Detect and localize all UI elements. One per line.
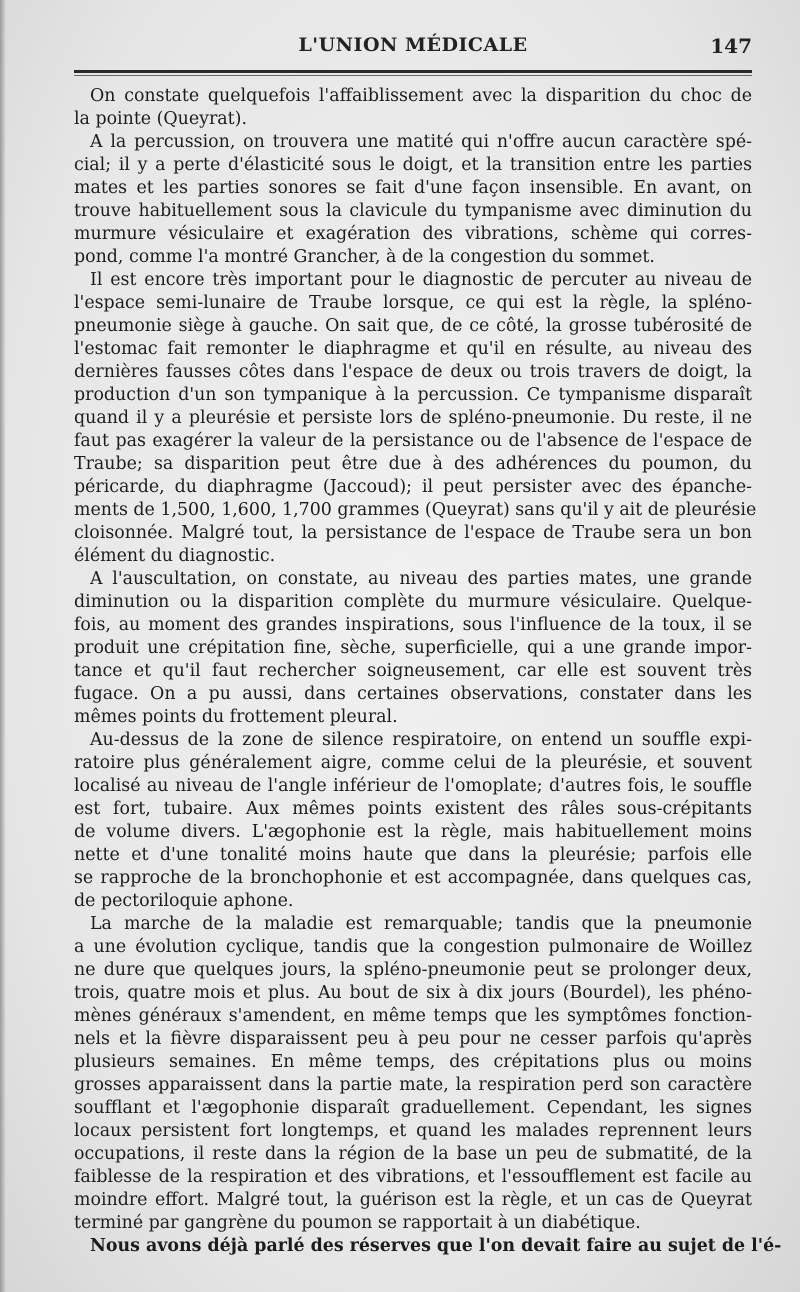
text-line: a une évolution cyclique, tandis que la congestion pulmonaire de Woillez	[74, 937, 752, 957]
text-line: A l'auscultation, on constate, au niveau des parties mates, une grande	[90, 569, 752, 589]
text-line: soufflant et l'ægophonie disparaît graduellement. Cependant, les signes	[74, 1098, 752, 1118]
text-line: diminution ou la disparition complète du murmure vésiculaire. Quelque-	[74, 592, 752, 612]
page-number: 147	[710, 34, 752, 58]
header-rule	[74, 70, 752, 73]
text-line: pond, comme l'a montré Grancher, à de la congestion du sommet.	[74, 247, 655, 267]
text-line: Nous avons déjà parlé des réserves que l'on devait faire au sujet de l'é-	[90, 1236, 782, 1256]
text-line: faiblesse de la respiration et des vibrations, et l'essoufflement est facile au	[74, 1167, 752, 1187]
text-line: la pointe (Queyrat).	[74, 109, 247, 129]
text-line: Au-dessus de la zone de silence respiratoire, on entend un souffle expi-	[90, 730, 752, 750]
text-line: Il est encore très important pour le diagnostic de percuter au niveau de	[90, 270, 752, 290]
text-line: A la percussion, on trouvera une matité qui n'offre aucun caractère spé-	[90, 132, 752, 152]
text-line: dernières fausses côtes dans l'espace de deux ou trois travers de doigt, la	[74, 362, 752, 382]
text-line: tance et qu'il faut rechercher soigneusement, car elle est souvent très	[74, 661, 752, 681]
text-line: moindre effort. Malgré tout, la guérison est la règle, et un cas de Queyrat	[74, 1190, 752, 1210]
text-line: quand il y a pleurésie et persiste lors de spléno-pneumonie. Du reste, il ne	[74, 408, 752, 428]
text-line: se rapproche de la bronchophonie et est accompagnée, dans quelques cas,	[74, 868, 752, 888]
text-line: élément du diagnostic.	[74, 546, 276, 566]
text-line: terminé par gangrène du poumon se rapportait à un diabétique.	[74, 1213, 641, 1233]
text-line: nette et d'une tonalité moins haute que dans la pleurésie; parfois elle	[74, 845, 752, 865]
text-line: l'espace semi-lunaire de Traube lorsque, ce qui est la règle, la spléno-	[74, 293, 752, 313]
text-line: trouve habituellement sous la clavicule du tympanisme avec diminution du	[74, 201, 752, 221]
text-line: cloisonnée. Malgré tout, la persistance de l'espace de Traube sera un bon	[74, 523, 752, 543]
text-line: production d'un son tympanique à la percussion. Ce tympanisme disparaît	[74, 385, 752, 405]
text-line: pneumonie siège à gauche. On sait que, de ce côté, la grosse tubérosité de	[74, 316, 752, 336]
text-line: On constate quelquefois l'affaiblissement avec la disparition du choc de	[90, 86, 752, 106]
text-line: fugace. On a pu aussi, dans certaines observations, constater dans les	[74, 684, 752, 704]
running-header	[74, 34, 752, 64]
text-line: l'estomac fait remonter le diaphragme et qu'il en résulte, au niveau des	[74, 339, 752, 359]
text-line: nels et la fièvre disparaissent peu à peu pour ne cesser parfois qu'après	[74, 1029, 752, 1049]
text-line: mêmes points du frottement pleural.	[74, 707, 398, 727]
text-line: de volume divers. L'ægophonie est la règle, mais habituellement moins	[74, 822, 752, 842]
text-line: ments de 1,500, 1,600, 1,700 grammes (Queyrat) sans qu'il y ait de pleurésie	[74, 500, 757, 520]
text-line: est fort, tubaire. Aux mêmes points existent des râles sous-crépitants	[74, 799, 752, 819]
text-line: trois, quatre mois et plus. Au bout de six à dix jours (Bourdel), les phéno-	[74, 983, 752, 1003]
text-line: cial; il y a perte d'élasticité sous le doigt, et la transition entre les parties	[74, 155, 752, 175]
text-line: faut pas exagérer la valeur de la persistance ou de l'absence de l'espace de	[74, 431, 752, 451]
text-line: occupations, il reste dans la région de la base un peu de submatité, de la	[74, 1144, 752, 1164]
page-gutter-shadow	[0, 0, 6, 1292]
text-line: mènes généraux s'amendent, en même temps que les symptômes fonction-	[74, 1006, 752, 1026]
text-line: péricarde, du diaphragme (Jaccoud); il peut persister avec des épanche-	[74, 477, 752, 497]
text-line: de pectoriloquie aphone.	[74, 891, 294, 911]
text-line: fois, au moment des grandes inspirations, sous l'influence de la toux, il se	[74, 615, 752, 635]
text-line: produit une crépitation fine, sèche, superficielle, qui a une grande impor-	[74, 638, 752, 658]
journal-title: L'UNION MÉDICALE	[298, 34, 528, 56]
text-line: localisé au niveau de l'angle inférieur de l'omoplate; d'autres fois, le souffle	[74, 776, 752, 796]
body-text	[74, 85, 782, 1258]
text-line: mates et les parties sonores se fait d'une façon insensible. En avant, on	[74, 178, 752, 198]
text-line: plusieurs semaines. En même temps, des crépitations plus ou moins	[74, 1052, 752, 1072]
text-line: Traube; sa disparition peut être due à des adhérences du poumon, du	[74, 454, 752, 474]
text-line: ratoire plus généralement aigre, comme celui de la pleurésie, et souvent	[74, 753, 752, 773]
text-line: grosses apparaissent dans la partie mate, la respiration perd son caractère	[74, 1075, 752, 1095]
text-line: La marche de la maladie est remarquable; tandis que la pneumonie	[90, 914, 752, 934]
text-line: murmure vésiculaire et exagération des vibrations, schème qui corres-	[74, 224, 752, 244]
header-rule-thin	[74, 75, 752, 76]
text-line: ne dure que quelques jours, la spléno-pneumonie peut se prolonger deux,	[74, 960, 752, 980]
text-line: locaux persistent fort longtemps, et quand les malades reprennent leurs	[74, 1121, 752, 1141]
